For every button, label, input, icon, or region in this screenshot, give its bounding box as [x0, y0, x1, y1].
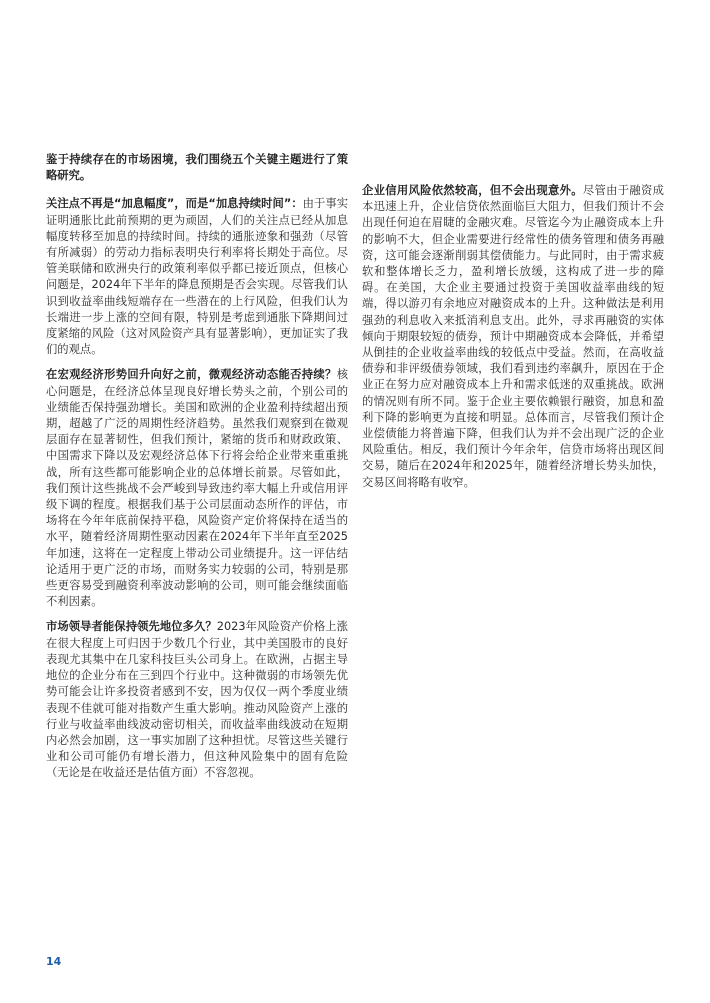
section-credit-risk [362, 183, 664, 491]
section-body: 2023年风险资产价格上涨在很大程度上可归因于少数几个行业，其中美国股市的良好表现尤其集中在几家科技巨头公司身上。在欧洲，占据主导地位的企业分布在三到四个行业中。这种微弱的市场领先优势可能会让许多投资者感到不安，因为仅仅一两个季度业绩表现不佳就可能对指数产生重大影响。推动风险资产上涨的行业与收益率曲线波动密切相关，而收益率曲线波动在短期内必然会加剧，这一事实加剧了这种担忧。尽管这些关键行业和公司可能仍有增长潜力，但这种风险集中的固有危险（无论是在收益还是估值方面）不容忽视。 [46, 620, 348, 780]
left-column [46, 152, 348, 791]
page-number: 14 [46, 955, 62, 968]
section-lead: 市场领导者能保持领先地位多久？ [46, 620, 217, 634]
section-lead: 关注点不再是“加息幅度”，而是“加息持续时间”： [46, 197, 303, 211]
section-rate-duration [46, 196, 348, 358]
section-body: 由于事实证明通胀比此前预期的更为顽固，人们的关注点已经从加息幅度转移至加息的持续时间。持续的通胀迹象和强劲（尽管有所减弱）的劳动力指标表明央行利率将长期处于高位。尽管美联储和欧洲央行的政策利率似乎都已接近顶点，但核心问题是，2024年下半年的降息预期是否会实现。尽管我们认识到收益率曲线短端存在一些潜在的上行风险，但我们认为长端进一步上涨的空间有限，特别是考虑到通胀下降期间过度紧缩的风险（这对风险资产具有显著影响），更加证实了我们的观点。 [46, 197, 348, 357]
section-lead: 在宏观经济形势回升向好之前，微观经济动态能否持续？ [46, 368, 337, 382]
right-column [362, 183, 664, 500]
section-lead: 企业信用风险依然较高，但不会出现意外。 [362, 184, 583, 197]
section-market-leaders [46, 619, 348, 781]
section-body: 尽管由于融资成本迅速上升，企业信贷依然面临巨大阻力，但我们预计不会出现任何迫在眉睫的金融灾难。尽管迄今为止融资成本上升的影响不大，但企业需要进行经常性的债务管理和债务再融资，这可能会逐渐削弱其偿债能力。与此同时，由于需求疲软和整体增长乏力，盈利增长放缓，这构成了进一步的障碍。在美国，大企业主要通过投资于美国收益率曲线的短端，得以游刃有余地应对融资成本的上升。这种做法是利用强劲的利息收入来抵消利息支出。此外，寻求再融资的实体倾向于期限较短的债券，预计中期融资成本会降低，并希望从倒挂的企业收益率曲线的较低点中受益。然而，在高收益债券和非评级债券领域，我们看到违约率飙升，原因在于企业正在努力应对融资成本上升和需求低迷的双重挑战。欧洲的情况则有所不同。鉴于企业主要依赖银行融资，加息和盈利下降的影响更为直接和明显。总体而言，尽管我们预计企业偿债能力将普遍下降，但我们认为并不会出现广泛的企业风险重估。相反，我们预计今年余年，信贷市场将出现区间交易，随后在2024年和2025年，随着经济增长势头加快，交易区间将略有收窄。 [362, 184, 664, 489]
section-micro-dynamics [46, 367, 348, 610]
intro-paragraph: 鉴于持续存在的市场困境，我们围绕五个关键主题进行了策略研究。 [46, 153, 348, 183]
section-body: 核心问题是，在经济总体呈现良好增长势头之前，个别公司的业绩能否保持强劲增长。美国和欧洲的企业盈利持续超出预期，超越了广泛的周期性经济趋势。虽然我们观察到在微观层面存在显著韧性，但我们预计，紧缩的货币和财政政策、中国需求下降以及宏观经济总体下行将会给企业带来重重挑战，所有这些都可能影响企业的总体增长前景。尽管如此，我们预计这些挑战不会严峻到导致违约率大幅上升或信用评级下调的程度。根据我们基于公司层面动态所作的评估，市场将在今年年底前保持平稳，风险资产定价将保持在适当的水平，随着经济周期性驱动因素在2024年下半年直至2025年加速，这将在一定程度上带动公司业绩提升。这一评估结论适用于更广泛的市场，而财务实力较弱的公司，特别是那些更容易受到融资利率波动影响的公司，则可能会继续面临不利因素。 [46, 368, 348, 609]
